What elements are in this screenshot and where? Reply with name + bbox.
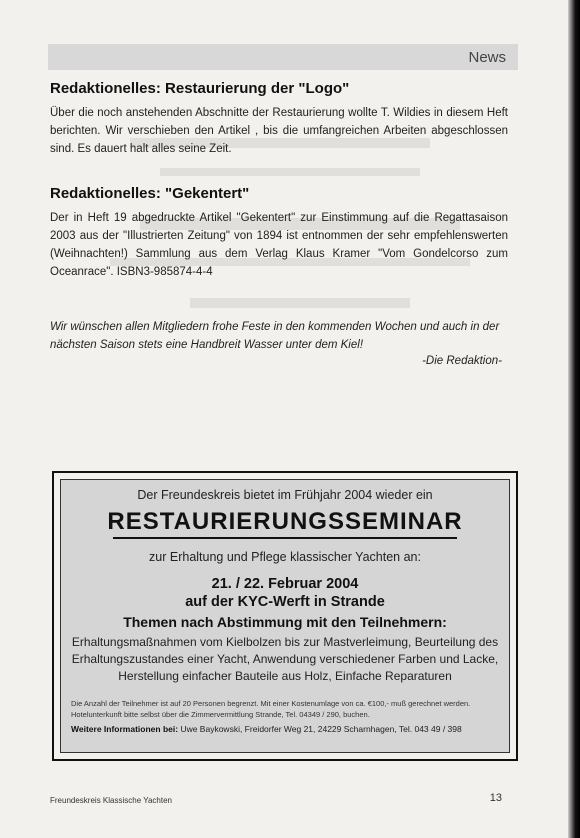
headline-underline xyxy=(113,537,457,539)
ad-date: 21. / 22. Februar 2004 xyxy=(211,576,359,592)
ad-contact-info xyxy=(71,724,499,734)
ad-topics-heading: Themen nach Abstimmung mit den Teilnehmern: xyxy=(123,614,447,630)
ad-description: Erhaltungsmaßnahmen vom Kielbolzen bis zur Mastverleimung, Beurteilung des Erhaltungszustandes einer Yacht, Anwendung verschiedener Farben und Lacke, Herstellung einfacher Bauteile aus Holz, Einfache Reparaturen xyxy=(71,635,499,683)
header-band xyxy=(48,44,518,70)
advertisement-inner-box xyxy=(60,479,510,753)
ad-info-label: Weitere Informationen bei: xyxy=(71,724,179,734)
article-title-logo: Redaktionelles: Restaurierung der "Logo" xyxy=(50,80,350,97)
ad-location: auf der KYC-Werft in Strande xyxy=(185,594,385,610)
seminar-advertisement xyxy=(52,471,518,761)
ad-date-block xyxy=(61,575,509,611)
ad-info-text: Uwe Baykowski, Freidorfer Weg 21, 24229 Scharnhagen, Tel. 043 49 / 398 xyxy=(180,724,462,734)
page-edge-shadow xyxy=(568,0,580,838)
ad-small-print: Die Anzahl der Teilnehmer ist auf 20 Personen begrenzt. Mit einer Kostenumlage von ca. €100,- muß gerechnet werden. Hotelunterkunft bitte selbst über die Zimmervermittlung Strande, Tel. 04349 / 290, buchen. xyxy=(71,699,471,719)
page-number: 13 xyxy=(489,792,502,804)
article-body-gekentert: Der in Heft 19 abgedruckte Artikel "Gekentert" zur Einstimmung auf die Regattasaison 2003 aus der "Illustrierten Zeitung" von 1894 ist entnommen der sehr empfehlenswerten (Weihnachten!) Sammlung aus dem Verlag Klaus Kramer "Vom Gondelcorso zum Oceanrace". ISBN3-985874-4-4 xyxy=(50,212,508,278)
editorial-signature: -Die Redaktion- xyxy=(422,355,502,367)
ad-headline: RESTAURIERUNGSSEMINAR xyxy=(107,508,463,535)
ad-subtitle: zur Erhaltung und Pflege klassischer Yachten an: xyxy=(149,550,421,564)
section-label: News xyxy=(468,49,506,66)
footer-publication: Freundeskreis Klassische Yachten xyxy=(50,796,172,805)
bleed-through-texture xyxy=(70,58,510,358)
ad-intro: Der Freundeskreis bietet im Frühjahr 2004 wieder ein xyxy=(137,488,433,502)
article-title-gekentert: Redaktionelles: "Gekentert" xyxy=(50,185,250,202)
article-body-logo: Über die noch anstehenden Abschnitte der Restaurierung wollte T. Wildies in diesem Heft berichten. Wir verschieben den Artikel , bis die umfangreichen Arbeiten abgeschlossen sind. Es dauert halt alles seine Zeit. xyxy=(50,107,508,155)
greeting-text: Wir wünschen allen Mitgliedern frohe Feste in den kommenden Wochen und auch in der nächsten Saison stets eine Handbreit Wasser unter dem Kiel! xyxy=(50,321,500,351)
